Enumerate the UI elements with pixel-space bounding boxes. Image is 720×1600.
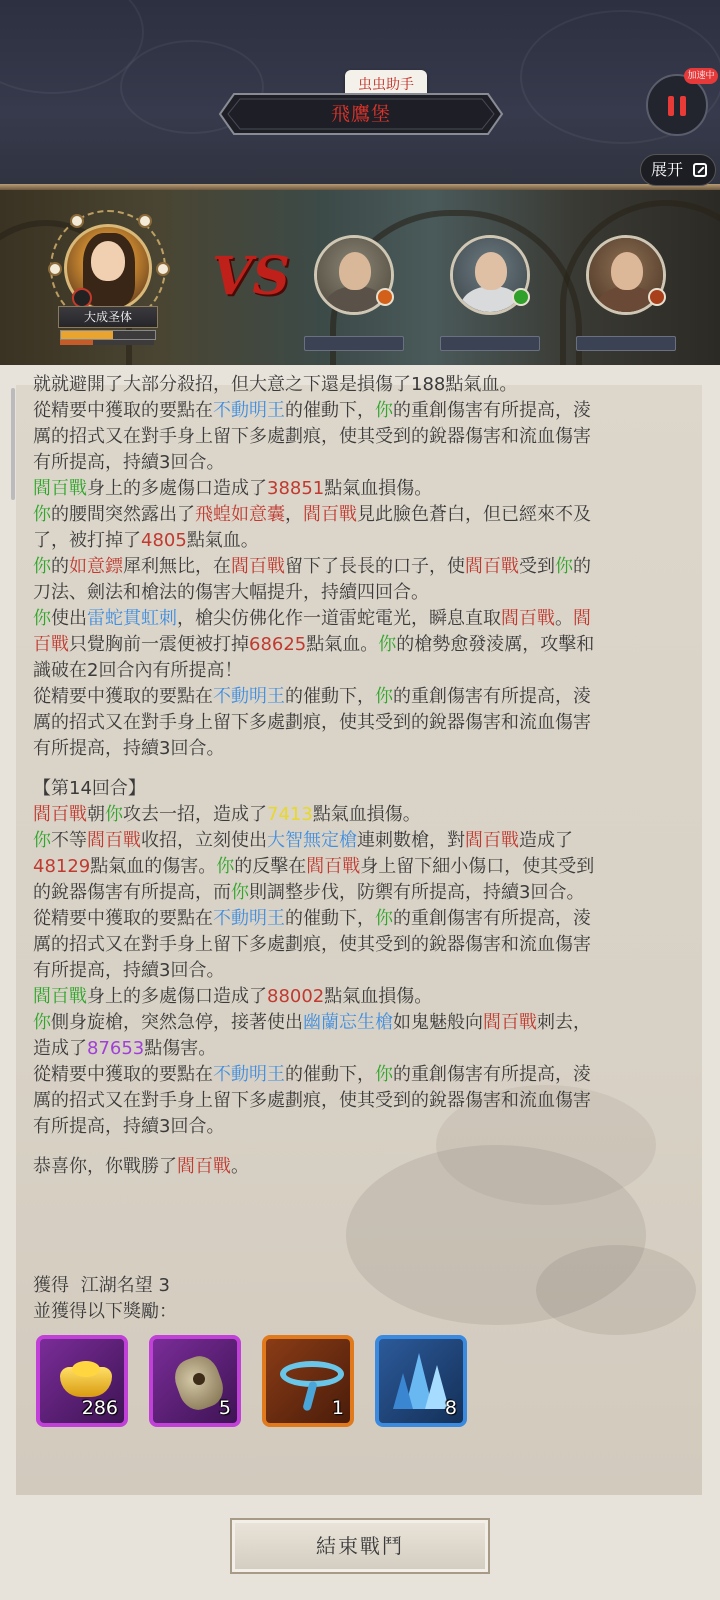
log-line	[33, 658, 242, 684]
log-text: 的催動下，	[285, 908, 375, 929]
log-highlight: 你	[33, 556, 51, 577]
log-line	[33, 776, 146, 802]
log-text: 刀法、劍法和槍法的傷害大幅提升，持續四回合。	[33, 582, 429, 603]
log-text: 刺去，	[537, 1012, 591, 1033]
location-plate	[218, 92, 504, 136]
log-text: 點氣血。	[186, 530, 259, 551]
log-text: 從精要中獲取的要點在	[33, 1064, 213, 1085]
log-highlight: 幽蘭忘生槍	[303, 1012, 393, 1033]
log-line	[33, 1036, 216, 1062]
vs-emblem: VS	[212, 246, 290, 307]
log-line	[33, 372, 517, 398]
log-highlight: 如意鏢	[69, 556, 123, 577]
battle-log[interactable]	[33, 372, 685, 1244]
log-text: 的重創傷害有所提高，淩	[393, 1064, 591, 1085]
expand-icon	[693, 163, 707, 177]
log-text: 點傷害。	[144, 1038, 217, 1059]
log-highlight: 飛蝗如意囊	[195, 504, 285, 525]
log-highlight: 閻百戰	[177, 1156, 231, 1177]
female-icon	[72, 288, 92, 308]
log-text: 點氣血損傷。	[324, 986, 433, 1007]
log-highlight: 你	[231, 882, 249, 903]
log-highlight: 不動明王	[213, 400, 285, 421]
log-text: 點氣血。	[306, 634, 379, 655]
log-text: 厲的招式又在對手身上留下多處劃痕，使其受到的銳器傷害和流血傷害	[33, 426, 591, 447]
log-line	[33, 554, 591, 580]
log-text: 的催動下，	[285, 1064, 375, 1085]
reward-item[interactable]	[262, 1335, 354, 1427]
log-text: 【第14回合】	[33, 778, 146, 799]
log-line	[33, 932, 591, 958]
log-highlight: 你	[375, 1064, 393, 1085]
log-highlight: 閻百戰	[306, 856, 361, 877]
log-line	[33, 1062, 591, 1088]
log-highlight: 38851	[267, 478, 325, 499]
log-line	[33, 710, 591, 736]
log-text: 。	[231, 1156, 249, 1177]
log-highlight: 你	[216, 856, 235, 877]
log-highlight: 閻百戰	[465, 830, 519, 851]
reward-summary: 獲得 江湖名望 3	[33, 1275, 170, 1296]
gem-icon	[70, 214, 84, 228]
log-highlight: 4805	[141, 530, 187, 551]
log-text: ，	[285, 504, 303, 525]
player-title: 大成圣体	[58, 306, 158, 328]
log-highlight: 閻	[573, 608, 591, 629]
log-text: 有所提高，持續3回合。	[33, 1116, 225, 1137]
log-text: ，槍尖仿佛化作一道雷蛇電光，瞬息直取	[177, 608, 501, 629]
log-highlight: 你	[105, 804, 123, 825]
expand-label: 展开	[651, 160, 684, 179]
log-text: 的催動下，	[285, 686, 375, 707]
log-text: 恭喜你，你戰勝了	[33, 1156, 177, 1177]
log-text: 留下了長長的口子，使	[285, 556, 465, 577]
log-text: 的重創傷害有所提高，淩	[393, 400, 591, 421]
log-text: 有所提高，持續3回合。	[33, 960, 225, 981]
expand-button[interactable]	[640, 154, 716, 186]
log-highlight: 不動明王	[213, 908, 285, 929]
log-highlight: 87653	[87, 1038, 145, 1059]
log-text: 身上的多處傷口造成了	[87, 478, 267, 499]
log-line	[33, 984, 432, 1010]
log-highlight: 百戰	[33, 634, 69, 655]
log-line	[33, 736, 224, 762]
log-line	[33, 632, 594, 658]
log-text: 從精要中獲取的要點在	[33, 908, 213, 929]
log-text: 的重創傷害有所提高，淩	[393, 686, 591, 707]
log-highlight: 閻百戰	[231, 556, 285, 577]
log-line	[33, 906, 591, 932]
log-line	[33, 1088, 591, 1114]
end-battle-button[interactable]: 結束戰鬥	[230, 1518, 490, 1574]
log-line	[33, 424, 591, 450]
log-text: 的腰間突然露出了	[51, 504, 195, 525]
log-highlight: 你	[33, 504, 51, 525]
reward-item[interactable]	[375, 1335, 467, 1427]
log-line	[33, 684, 591, 710]
log-text: 的槍勢愈發淩厲，攻擊和	[396, 634, 595, 655]
log-text: 厲的招式又在對手身上留下多處劃痕，使其受到的銳器傷害和流血傷害	[33, 934, 591, 955]
log-text: 厲的招式又在對手身上留下多處劃痕，使其受到的銳器傷害和流血傷害	[33, 1090, 591, 1111]
log-text: 收招，立刻使出	[141, 830, 267, 851]
log-text: 了，被打掉了	[33, 530, 141, 551]
log-text: 點氣血的傷害。	[90, 856, 217, 877]
log-line	[33, 854, 594, 880]
log-line	[33, 880, 584, 906]
enemy-hp-bar	[304, 336, 404, 351]
log-text: 從精要中獲取的要點在	[33, 400, 213, 421]
log-text: 朝	[87, 804, 105, 825]
log-text: 識破在2回合內有所提高！	[33, 660, 243, 681]
log-highlight: 你	[33, 830, 51, 851]
log-text: 連刺數槍，對	[357, 830, 465, 851]
location-name: 飛鷹堡	[330, 103, 391, 125]
log-highlight: 你	[555, 556, 573, 577]
log-highlight: 閻百戰	[501, 608, 555, 629]
log-highlight: 閻百戰	[33, 804, 87, 825]
reward-extra-label: 並獲得以下獎勵：	[33, 1301, 177, 1322]
player-mp-bar	[60, 340, 154, 345]
log-line	[33, 450, 224, 476]
log-line	[33, 802, 421, 828]
log-text: 攻去一招，造成了	[123, 804, 267, 825]
fire-element-icon	[648, 288, 666, 306]
gem-icon	[48, 262, 62, 276]
log-highlight: 閻百戰	[483, 1012, 537, 1033]
log-text: 則調整步伐，防禦有所提高，持續3回合。	[249, 882, 585, 903]
log-highlight: 閻百戰	[465, 556, 519, 577]
log-highlight: 閻百戰	[33, 986, 87, 1007]
log-line	[33, 580, 429, 606]
log-line	[33, 1154, 249, 1180]
log-text: 。	[555, 608, 573, 629]
fire-element-icon	[376, 288, 394, 306]
log-highlight: 7413	[267, 804, 313, 825]
log-text: 就就避開了大部分殺招，但大意之下還是損傷了188點氣血。	[33, 374, 518, 395]
log-text: 點氣血損傷。	[324, 478, 433, 499]
speed-badge: 加速中	[684, 68, 718, 84]
log-text: 身上的多處傷口造成了	[87, 986, 267, 1007]
enemy-hp-bar	[440, 336, 540, 351]
log-line	[33, 528, 259, 554]
pause-icon	[668, 96, 674, 116]
log-highlight: 閻百戰	[33, 478, 87, 499]
log-text: 的重創傷害有所提高，淩	[393, 908, 591, 929]
log-text: 的	[573, 556, 591, 577]
log-line	[33, 1114, 224, 1140]
log-line	[33, 606, 591, 632]
log-highlight: 雷蛇貫虹刺	[87, 608, 177, 629]
log-highlight: 不動明王	[213, 686, 285, 707]
log-text: 的銳器傷害有所提高，而	[33, 882, 231, 903]
log-highlight: 你	[375, 686, 393, 707]
log-text: 使出	[51, 608, 87, 629]
log-highlight: 88002	[267, 986, 325, 1007]
log-line	[33, 1010, 591, 1036]
log-text: 點氣血損傷。	[312, 804, 421, 825]
log-text: 身上留下細小傷口，使其受到	[360, 856, 595, 877]
log-highlight: 68625	[249, 634, 307, 655]
reward-count: 8	[444, 1397, 457, 1419]
log-highlight: 不動明王	[213, 1064, 285, 1085]
log-text: 見此臉色蒼白，但已經來不及	[357, 504, 591, 525]
log-line	[33, 958, 224, 984]
log-text: 有所提高，持續3回合。	[33, 452, 225, 473]
log-text: 只覺胸前一震便被打掉	[69, 634, 249, 655]
log-text: 受到	[519, 556, 555, 577]
log-line	[33, 502, 591, 528]
reward-count: 5	[218, 1397, 231, 1419]
gem-icon	[138, 214, 152, 228]
log-text: 犀利無比，在	[123, 556, 231, 577]
helper-tag[interactable]: 虫虫助手	[345, 70, 427, 100]
log-highlight: 大智無定槍	[267, 830, 357, 851]
log-highlight: 你	[33, 608, 51, 629]
log-text: 造成了	[33, 1038, 87, 1059]
log-text: 不等	[51, 830, 87, 851]
log-highlight: 閻百戰	[303, 504, 357, 525]
log-line	[33, 398, 591, 424]
gem-icon	[156, 262, 170, 276]
reward-item[interactable]	[36, 1335, 128, 1427]
log-text: 的	[51, 556, 69, 577]
reward-item[interactable]	[149, 1335, 241, 1427]
log-highlight: 48129	[33, 856, 91, 877]
log-highlight: 你	[375, 400, 393, 421]
log-text: 從精要中獲取的要點在	[33, 686, 213, 707]
log-line	[33, 828, 573, 854]
log-text: 的反擊在	[234, 856, 307, 877]
log-highlight: 你	[378, 634, 397, 655]
reward-count: 1	[331, 1397, 344, 1419]
log-text: 如鬼魅般向	[393, 1012, 483, 1033]
log-text: 造成了	[519, 830, 573, 851]
log-text: 側身旋槍，突然急停，接著使出	[51, 1012, 303, 1033]
log-text: 有所提高，持續3回合。	[33, 738, 225, 759]
log-highlight: 你	[375, 908, 393, 929]
log-text: 的催動下，	[285, 400, 375, 421]
log-line	[33, 476, 432, 502]
log-highlight: 閻百戰	[87, 830, 141, 851]
log-highlight: 你	[33, 1012, 51, 1033]
scrollbar[interactable]	[11, 388, 15, 500]
enemy-hp-bar	[576, 336, 676, 351]
reward-count: 286	[81, 1397, 118, 1419]
player-hp-bar	[60, 330, 156, 340]
wind-element-icon	[512, 288, 530, 306]
log-text: 厲的招式又在對手身上留下多處劃痕，使其受到的銳器傷害和流血傷害	[33, 712, 591, 733]
